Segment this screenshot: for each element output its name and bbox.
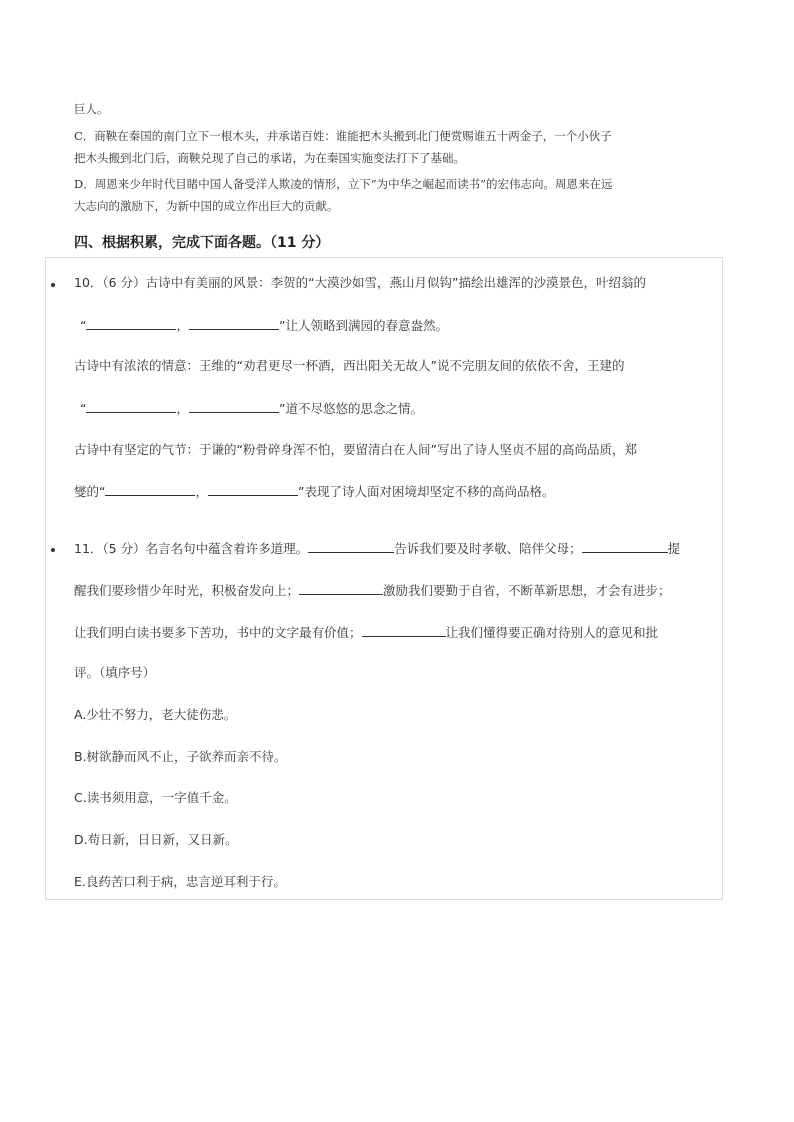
q11-line1 bbox=[74, 539, 680, 558]
q10-line2-open: “ bbox=[80, 318, 87, 333]
q10-line2-comma: ， bbox=[176, 318, 189, 333]
question-11-bullet bbox=[51, 548, 55, 552]
q10-line6-comma: ， bbox=[195, 484, 208, 499]
q10-line2-tail: ”让人领略到满园的春意盎然。 bbox=[279, 318, 448, 333]
q10-blank-4[interactable] bbox=[189, 399, 279, 413]
q10-line2 bbox=[80, 316, 448, 335]
prev-option-c-line1: C．商鞅在秦国的南门立下一根木头，并承诺百姓：谁能把木头搬到北门便赏赐谁五十两金子，一个小伙子 bbox=[74, 129, 612, 143]
q11-line2-tail: 激励我们要勤于自省，不断革新思想，才会有进步； bbox=[383, 583, 671, 598]
section-title: 四、根据积累，完成下面各题。（11 分） bbox=[74, 235, 330, 251]
prev-option-d-line1: D．周恩来少年时代目睹中国人备受洋人欺凌的情形，立下“为中华之崛起而读书”的宏伟志向。周恩来在远 bbox=[74, 177, 613, 191]
q10-line3: 古诗中有浓浓的情意：王维的“劝君更尽一杯酒，西出阳关无故人”说不完朋友间的依依不舍，王建的 bbox=[74, 358, 625, 373]
q11-line3-head: 让我们明白读书要多下苦功，书中的文字最有价值； bbox=[74, 625, 362, 640]
q11-blank-2[interactable] bbox=[582, 539, 668, 553]
q10-line4 bbox=[80, 399, 423, 418]
q10-line4-comma: ， bbox=[176, 401, 189, 416]
q11-line3 bbox=[74, 623, 658, 642]
q10-blank-6[interactable] bbox=[208, 482, 298, 496]
q10-blank-1[interactable] bbox=[86, 316, 176, 330]
q10-line4-tail: ”道不尽悠悠的思念之情。 bbox=[279, 401, 423, 416]
q11-blank-3[interactable] bbox=[299, 581, 383, 595]
q10-line6 bbox=[74, 482, 554, 501]
q11-blank-1[interactable] bbox=[308, 539, 394, 553]
q10-line4-open: “ bbox=[80, 401, 87, 416]
prev-option-c-line2: 把木头搬到北门后，商鞅兑现了自己的承诺，为在秦国实施变法打下了基础。 bbox=[74, 151, 465, 165]
q11-option-e: E.良药苦口利于病，忠言逆耳利于行。 bbox=[74, 874, 286, 889]
q10-line5: 古诗中有坚定的气节：于谦的“粉骨碎身浑不怕，要留清白在人间”写出了诗人坚贞不屈的高尚品质，郑 bbox=[74, 442, 637, 457]
question-10-bullet bbox=[51, 283, 55, 287]
prev-option-d-line2: 大志向的激励下，为新中国的成立作出巨大的贡献。 bbox=[74, 199, 339, 213]
q11-option-c: C.读书须用意，一字值千金。 bbox=[74, 790, 237, 805]
q10-blank-2[interactable] bbox=[189, 316, 279, 330]
q11-line2-head: 醒我们要珍惜少年时光，积极奋发向上； bbox=[74, 583, 300, 598]
q11-line4: 评。（填序号） bbox=[74, 665, 156, 680]
q10-blank-5[interactable] bbox=[105, 482, 195, 496]
q10-blank-3[interactable] bbox=[86, 399, 176, 413]
q11-line3-tail: 让我们懂得要正确对待别人的意见和批 bbox=[445, 625, 659, 640]
q11-line1-head: 11．（5 分）名言名句中蕴含着许多道理。 bbox=[74, 541, 309, 556]
q10-line6-head: 燮的“ bbox=[74, 484, 106, 499]
q11-option-a: A.少壮不努力，老大徒伤悲。 bbox=[74, 707, 237, 722]
prev-option-b-tail: 巨人。 bbox=[74, 102, 109, 116]
q11-option-d: D.苟日新，日日新，又日新。 bbox=[74, 832, 238, 847]
q11-line1-mid: 告诉我们要及时孝敬、陪伴父母； bbox=[394, 541, 582, 556]
q11-option-b: B.树欲静而风不止，子欲养而亲不待。 bbox=[74, 749, 287, 764]
q11-line2 bbox=[74, 581, 671, 600]
q11-blank-4[interactable] bbox=[362, 623, 446, 637]
q10-line1: 10．（6 分）古诗中有美丽的风景：李贺的“大漠沙如雪，燕山月似钩”描绘出雄浑的沙漠景色，叶绍翁的 bbox=[74, 275, 647, 290]
q10-line6-tail: ”表现了诗人面对困境却坚定不移的高尚品格。 bbox=[298, 484, 555, 499]
q11-line1-tail: 提 bbox=[667, 541, 681, 556]
